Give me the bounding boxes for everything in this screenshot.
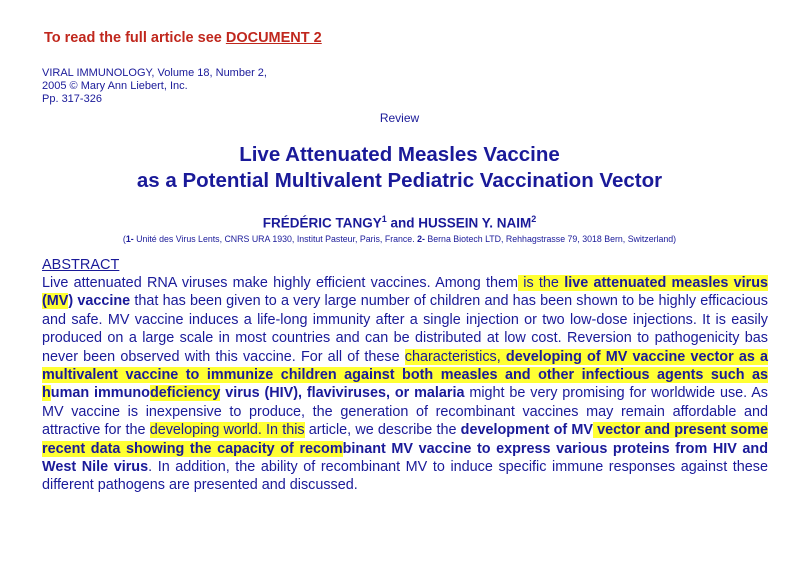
abstract-seg-14: development of MV: [460, 422, 593, 439]
authors: [0, 214, 799, 231]
author-2-sup: 2: [531, 214, 537, 224]
abstract-seg-08: uman immuno: [50, 385, 150, 402]
abstract-seg-17: . In addition, the ability of recombinant MV to induce specific immune responses against these different pathogens are presented and discussed.: [42, 459, 768, 494]
abstract-seg-15: vector and present some recent data showing the capacity of recom: [42, 422, 768, 457]
citation-pages: Pp. 317-326: [42, 93, 102, 105]
abstract-body: [42, 274, 768, 495]
abstract-seg-10: virus (HIV), flaviviruses, or malaria: [220, 385, 465, 402]
author-2: HUSSEIN Y. NAIM: [418, 215, 532, 231]
notice-prefix: To read the full article see: [44, 30, 226, 46]
author-conjunction: and: [386, 215, 419, 231]
affil-num-1: 1-: [125, 234, 134, 244]
abstract-seg-03: live attenuated measles virus (MV: [42, 275, 768, 310]
affil-text-2: Berna Biotech LTD, Rehhagstrasse 79, 3018 Bern, Switzerland): [424, 234, 677, 244]
affil-text-1: Unité des Virus Lents, CNRS URA 1930, Institut Pasteur, Paris, France.: [133, 234, 418, 244]
abstract-seg-16: binant MV vaccine to express various proteins from HIV and West Nile virus: [42, 440, 768, 476]
article-type: Review: [379, 111, 420, 125]
citation-journal: VIRAL IMMUNOLOGY, Volume 18, Number 2,: [42, 67, 267, 79]
abstract-seg-13: article, we describe the: [304, 422, 461, 439]
article-title: [0, 142, 799, 194]
affil-open: (: [122, 234, 126, 244]
abstract-seg-09: deficiency: [149, 385, 221, 402]
abstract-seg-04: ) vaccine: [68, 293, 131, 310]
full-article-notice: [44, 30, 322, 46]
abstract-seg-07: developing of MV vaccine vector as a multivalent vaccine to immunize children against both measles and other infectious agents such as h: [42, 348, 768, 402]
abstract-seg-05: that has been given to a very large number of children and has been shown to be highly efficacious and safe. MV vaccine induces a life-long immunity after a single injection or two low-dose injections. It is easily produced on a large scale in most countries and can be distributed at low cost. Reversion to pathogenicity bas never been observed with this vaccine. For all of these: [42, 293, 768, 365]
document-2-link[interactable]: DOCUMENT 2: [225, 30, 322, 46]
abstract-heading: ABSTRACT: [42, 257, 120, 273]
abstract-seg-12: developing world. In this: [149, 422, 305, 439]
author-1: FRÉDÉRIC TANGY: [262, 215, 382, 231]
title-line-1: Live Attenuated Measles Vaccine: [239, 143, 560, 166]
journal-citation: [42, 67, 267, 106]
abstract-seg-01: Live attenuated RNA viruses make highly efficient vaccines. Among them: [42, 275, 518, 291]
affil-num-2: 2-: [417, 234, 425, 244]
affiliations: [0, 234, 799, 244]
abstract-seg-11: might be very promising for worldwide use. As MV vaccine is inexpensive to produce, the generation of recombinant vaccines may remain affordable and attractive for the: [42, 385, 768, 439]
abstract-seg-02: is the: [517, 275, 565, 291]
citation-publisher: 2005 © Mary Ann Liebert, Inc.: [42, 80, 188, 92]
author-1-sup: 1: [381, 214, 387, 224]
title-line-2: as a Potential Multivalent Pediatric Vaccination Vector: [136, 169, 663, 192]
abstract-seg-06: characteristics,: [404, 348, 506, 365]
